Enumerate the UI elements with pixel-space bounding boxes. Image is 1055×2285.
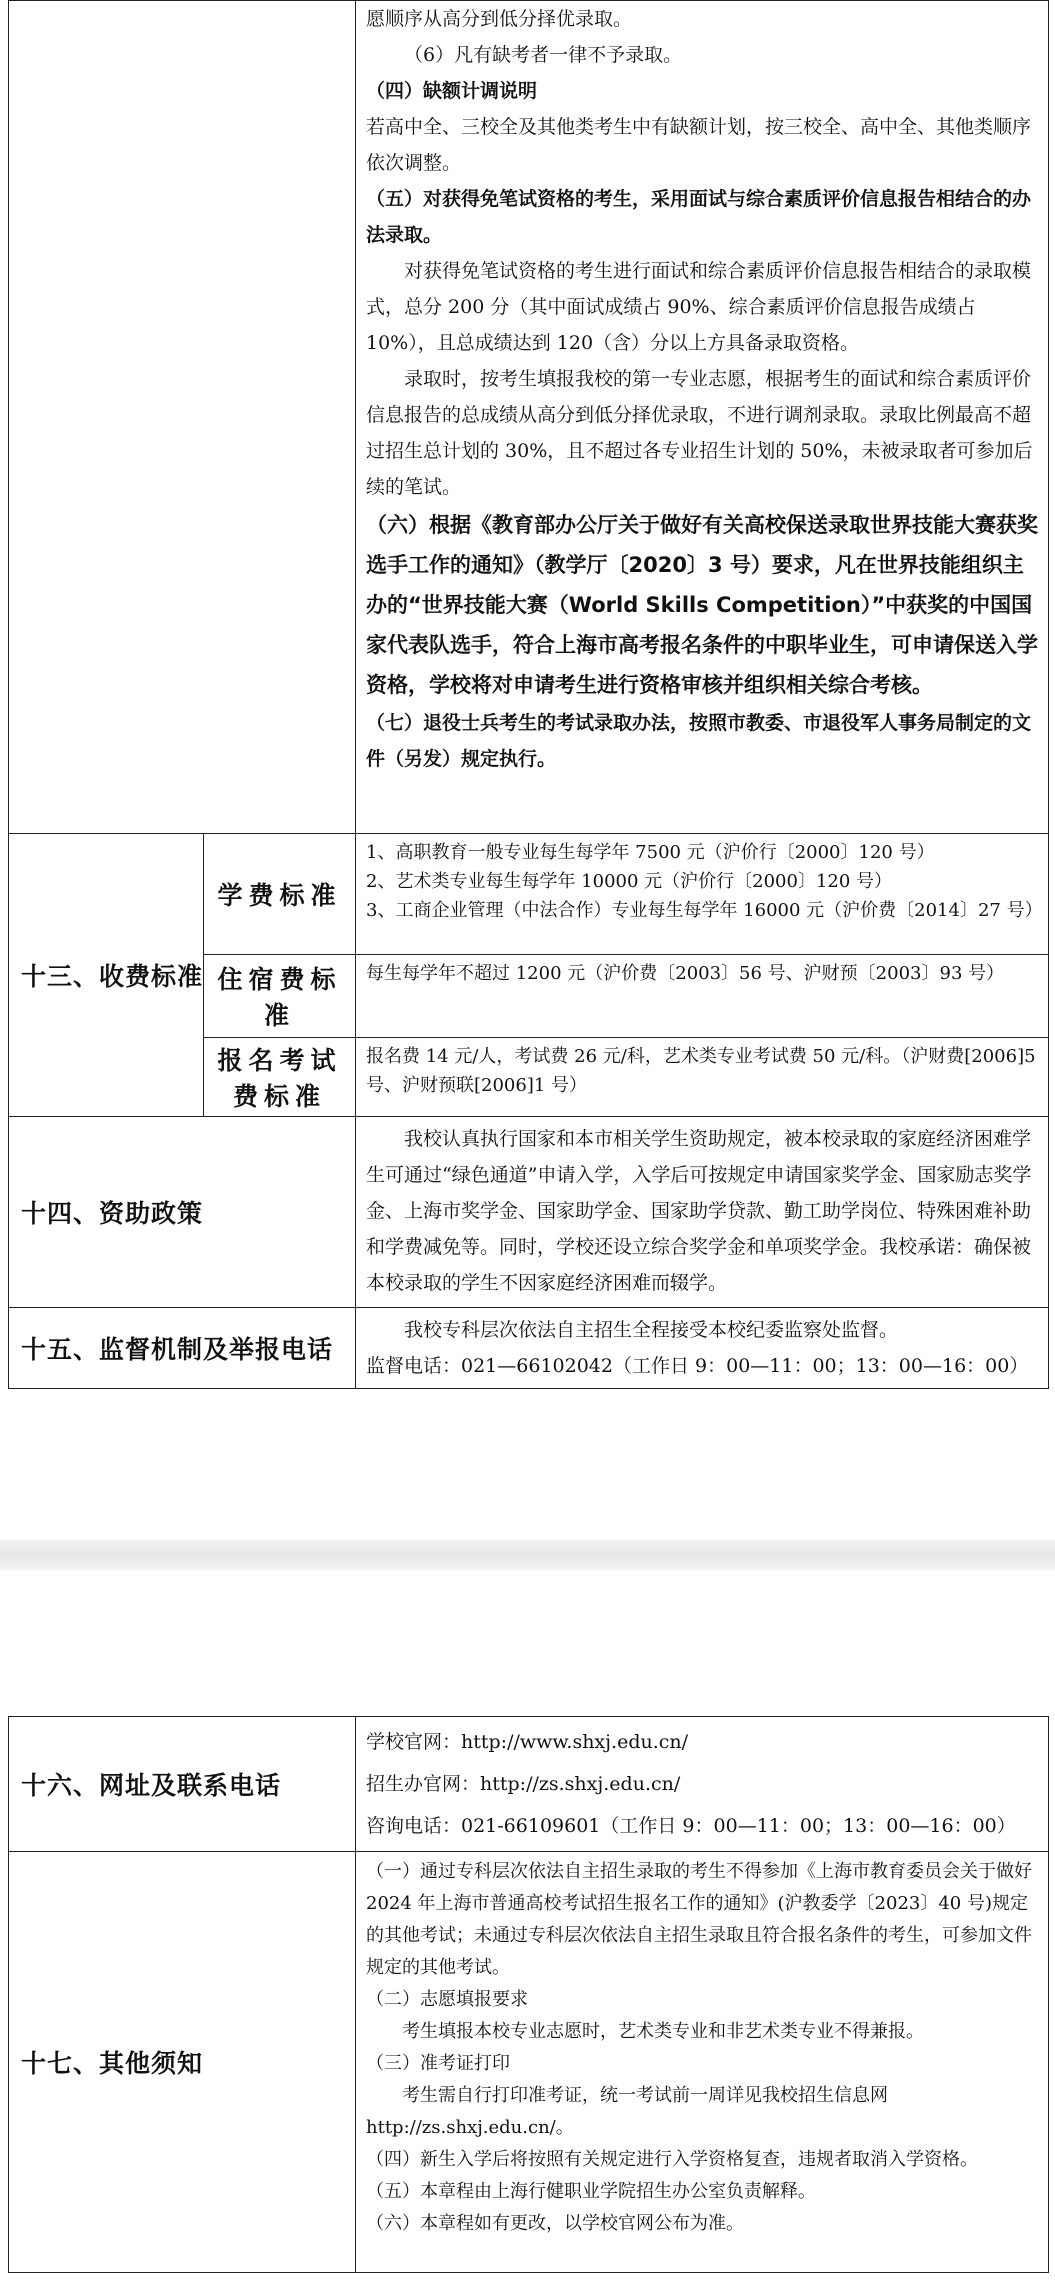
note-item: （二）志愿填报要求 (366, 1989, 528, 2010)
note-item: （三）准考证打印 (366, 2053, 510, 2074)
table-row (9, 1, 1049, 834)
paragraph: 每生每学年不超过 1200 元（沪价费〔2003〕56 号、沪财预〔2003〕93 号） (366, 963, 1005, 984)
row-label-aid: 十四、资助政策 (9, 1117, 356, 1308)
rule-line: 愿顺序从高分到低分择优录取。 (366, 8, 633, 30)
sublabel-lodging: 住宿费标准 (204, 955, 356, 1038)
document-page-2 (0, 1570, 1055, 2285)
paragraph: 我校专科层次依法自主招生全程接受本校纪委监察处监督。 (404, 1319, 899, 1341)
paragraph: 录取时，按考生填报我校的第一专业志愿，根据考生的面试和综合素质评价信息报告的总成绩从高分到低分择优录取，不进行调剂录取。录取比例最高不超过招生总计划的 30%，且不超过各专业招生计划的 50%，未被录取者可参加后续的笔试。 (366, 368, 1033, 498)
list-item: 1、高职教育一般专业每生每学年 7500 元（沪价行〔2000〕120 号） (366, 842, 935, 863)
supervision-cell (356, 1308, 1049, 1389)
note-item: 考生填报本校专业志愿时，艺术类专业和非艺术类专业不得兼报。 (402, 2021, 924, 2042)
row-label-supervision: 十五、监督机制及举报电话 (9, 1308, 356, 1389)
consult-phone: 咨询电话：021-66109601（工作日 9：00—11：00；13：00—16：00） (366, 1815, 1016, 1837)
list-item: 3、工商企业管理（中法合作）专业每生每学年 16000 元（沪价费〔2014〕27 号） (366, 900, 1043, 921)
school-website: 学校官网：http://www.shxj.edu.cn/ (366, 1731, 689, 1753)
notes-cell (356, 1852, 1049, 2273)
rule-line: （6）凡有缺考者一律不予录取。 (404, 44, 683, 66)
section-heading: （六）根据《教育部办公厅关于做好有关高校保送录取世界技能大赛获奖选手工作的通知》（教学厅〔2020〕3 号）要求，凡在世界技能组织主办的“世界技能大赛（World Skills Competition）”中获奖的中国国家代表队选手，符合上海市高考报名条件的中职毕业生，可申请保送入学资格，学校将对申请考生进行资格审核并组织相关综合考核。 (366, 513, 1038, 697)
aid-cell (356, 1117, 1049, 1308)
note-item: （四）新生入学后将按照有关规定进行入学资格复查，违规者取消入学资格。 (366, 2149, 978, 2170)
empty-label-cell (9, 1, 356, 834)
note-item: （六）本章程如有更改，以学校官网公布为准。 (366, 2213, 744, 2234)
note-item: 考生需自行打印准考证，统一考试前一周详见我校招生信息网 http://zs.shxj.edu.cn/。 (366, 2085, 888, 2138)
sublabel-exam-fee: 报名考试费标准 (204, 1038, 356, 1117)
paragraph: 我校认真执行国家和本市相关学生资助规定，被本校录取的家庭经济困难学生可通过“绿色通道”申请入学，入学后可按规定申请国家奖学金、国家励志奖学金、上海市奖学金、国家助学金、国家助学贷款、勤工助学岗位、特殊困难补助和学费减免等。同时，学校还设立综合奖学金和单项奖学金。我校承诺：确保被本校录取的学生不因家庭经济困难而辍学。 (366, 1128, 1032, 1294)
table-row (9, 1852, 1049, 2273)
section-heading: （五）对获得免笔试资格的考生，采用面试与综合素质评价信息报告相结合的办法录取。 (366, 188, 1032, 246)
list-item: 2、艺术类专业每生每学年 10000 元（沪价行〔2000〕120 号） (366, 871, 893, 892)
table-row (9, 1717, 1049, 1852)
lodging-cell (356, 955, 1049, 1038)
section-heading: （七）退役士兵考生的考试录取办法，按照市教委、市退役军人事务局制定的文件（另发）规定执行。 (366, 712, 1032, 770)
admissions-table-part-1 (8, 0, 1049, 1389)
exam-fee-cell (356, 1038, 1049, 1117)
note-item: （五）本章程由上海行健职业学院招生办公室负责解释。 (366, 2181, 816, 2202)
paragraph: 对获得免笔试资格的考生进行面试和综合素质评价信息报告相结合的录取模式，总分 200 分（其中面试成绩占 90%、综合素质评价信息报告成绩占 10%），且总成绩达到 120（含）分以上方具备录取资格。 (366, 260, 1032, 354)
table-row (9, 834, 1049, 955)
row-label-notes: 十七、其他须知 (9, 1852, 356, 2273)
admissions-website: 招生办官网：http://zs.shxj.edu.cn/ (366, 1773, 681, 1795)
page-separator (0, 1540, 1055, 1570)
supervision-phone: 监督电话：021—66102042（工作日 9：00—11：00；13：00—16：00） (366, 1355, 1029, 1377)
section-heading: （四）缺额计调说明 (366, 80, 538, 102)
note-item: （一）通过专科层次依法自主招生录取的考生不得参加《上海市教育委员会关于做好 2024 年上海市普通高校考试招生报名工作的通知》(沪教委学〔2023〕40 号)规定的其他考试；未通过专科层次依法自主招生录取且符合报名条件的考生，可参加文件规定的其他考试。 (366, 1861, 1032, 1978)
continued-rules-cell (356, 1, 1049, 834)
admissions-table-part-2 (8, 1716, 1049, 2273)
paragraph: 若高中全、三校全及其他类考生中有缺额计划，按三校全、高中全、其他类顺序依次调整。 (366, 116, 1032, 174)
table-row (9, 1308, 1049, 1389)
table-row (9, 1117, 1049, 1308)
sublabel-tuition: 学费标准 (204, 834, 356, 955)
paragraph: 报名费 14 元/人，考试费 26 元/科，艺术类专业考试费 50 元/科。（沪财费[2006]5 号、沪财预联[2006]1 号） (366, 1046, 1036, 1096)
row-label-contact: 十六、网址及联系电话 (9, 1717, 356, 1852)
tuition-cell (356, 834, 1049, 955)
contact-cell (356, 1717, 1049, 1852)
row-label-fees: 十三、收费标准 (9, 834, 204, 1117)
